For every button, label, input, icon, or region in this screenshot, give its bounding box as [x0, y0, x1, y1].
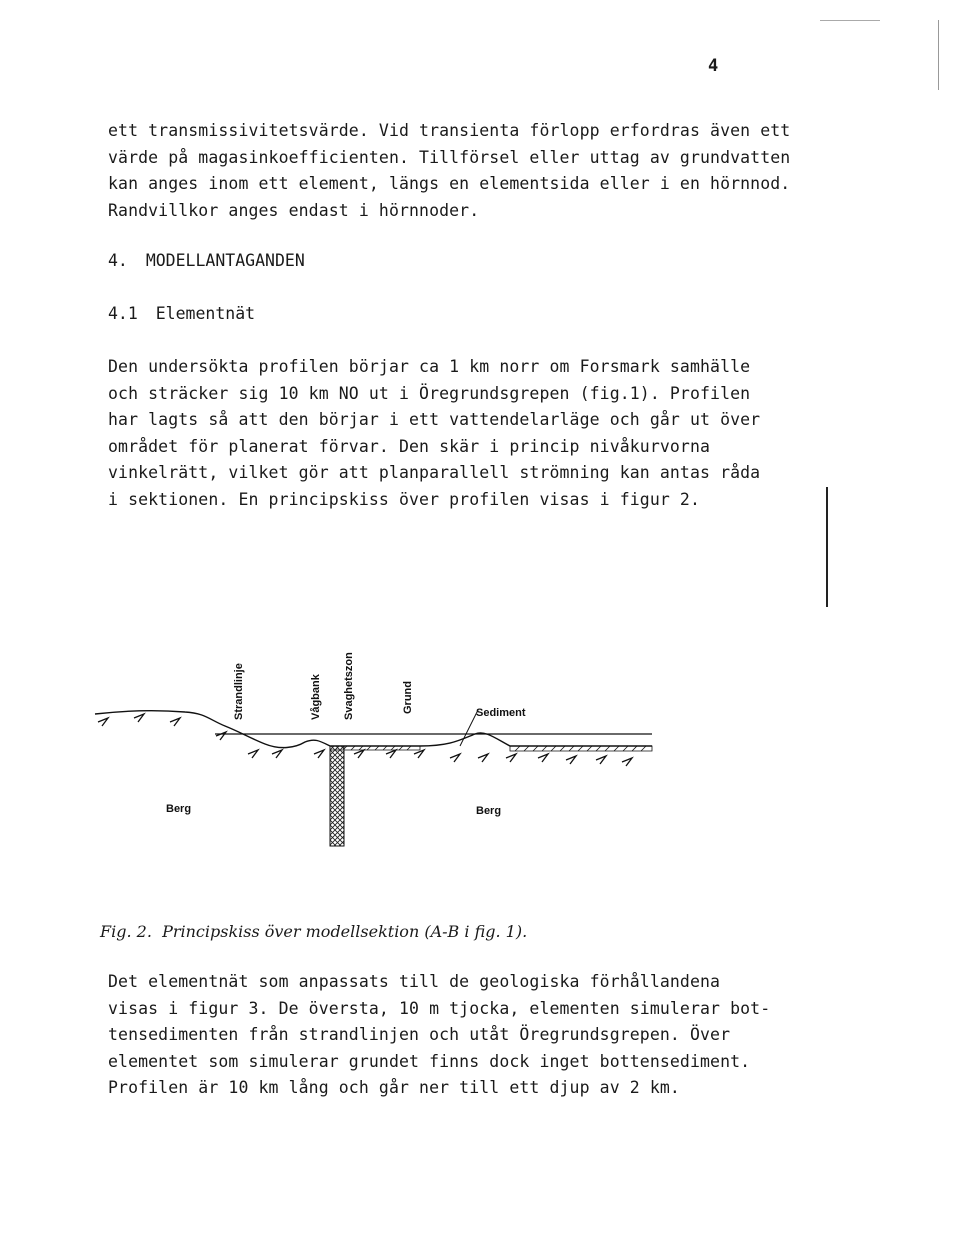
rock-symbols — [98, 714, 632, 766]
profile-sketch-svg — [90, 640, 670, 860]
figure-caption: Fig. 2. Principskiss över modellsektion (A-B i fig. 1). — [100, 922, 528, 941]
paragraph-intro — [108, 118, 790, 224]
text-line: Det elementnät som anpassats till de geologiska förhållandena — [108, 972, 721, 991]
text-line: ett transmissivitetsvärde. Vid transienta förlopp erfordras även ett — [108, 121, 791, 140]
text-line: visas i figur 3. De översta, 10 m tjocka, elementen simulerar bot- — [108, 998, 771, 1018]
text-line: värde på magasinkoefficienten. Tillförsel eller uttag av grundvatten — [108, 147, 791, 167]
scan-edge-mark — [820, 20, 880, 21]
text-line: Randvillkor anges endast i hörnnoder. — [108, 200, 480, 220]
label-grund: Grund — [402, 681, 414, 714]
label-sediment: Sediment — [476, 707, 526, 719]
label-svaghetszon: Svaghetszon — [343, 652, 355, 720]
label-berg-left: Berg — [166, 803, 192, 815]
text-line: elementet som simulerar grundet finns dock inget bottensediment. — [108, 1051, 751, 1071]
subsection-number: 4.1 — [108, 304, 138, 323]
text-line: har lagts så att den börjar i ett vattendelarläge och går ut över — [108, 410, 761, 429]
text-line: Den undersökta profilen börjar ca 1 km norr om Forsmark samhälle — [108, 357, 751, 376]
ground-surface-line — [95, 711, 652, 748]
scan-edge-mark — [826, 487, 828, 607]
text-line: kan anges inom ett element, längs en elementsida eller i en hörnnod. — [108, 174, 791, 193]
text-line: tensedimenten från strandlinjen och utåt Öregrundsgrepen. Över — [108, 1025, 731, 1044]
profile-sketch-figure — [90, 640, 670, 860]
subsection-title: Elementnät — [155, 304, 256, 323]
text-line: vinkelrätt, vilket gör att planparallell strömning kan antas råda — [108, 463, 761, 482]
label-strandlinje: Strandlinje — [233, 663, 245, 720]
text-line: och sträcker sig 10 km NO ut i Öregrundsgrepen (fig.1). Profilen — [108, 383, 751, 403]
weakness-zone — [330, 746, 344, 846]
text-line: i sektionen. En principskiss över profilen visas i figur 2. — [108, 489, 700, 509]
text-line: området för planerat förvar. Den skär i princip nivåkurvorna — [108, 436, 711, 456]
label-vagbank: Vågbank — [310, 674, 322, 720]
text-line: Profilen är 10 km lång och går ner till ett djup av 2 km. — [108, 1078, 680, 1097]
subsection-heading — [108, 304, 255, 323]
paragraph-profile — [108, 354, 760, 513]
section-title: MODELLANTAGANDEN — [145, 251, 305, 270]
label-berg-right: Berg — [476, 805, 502, 817]
scan-edge-mark — [938, 20, 939, 90]
page-number: 4 — [708, 56, 719, 76]
paragraph-elementnat — [108, 969, 770, 1102]
section-number: 4. — [108, 251, 128, 270]
section-heading — [108, 251, 305, 270]
